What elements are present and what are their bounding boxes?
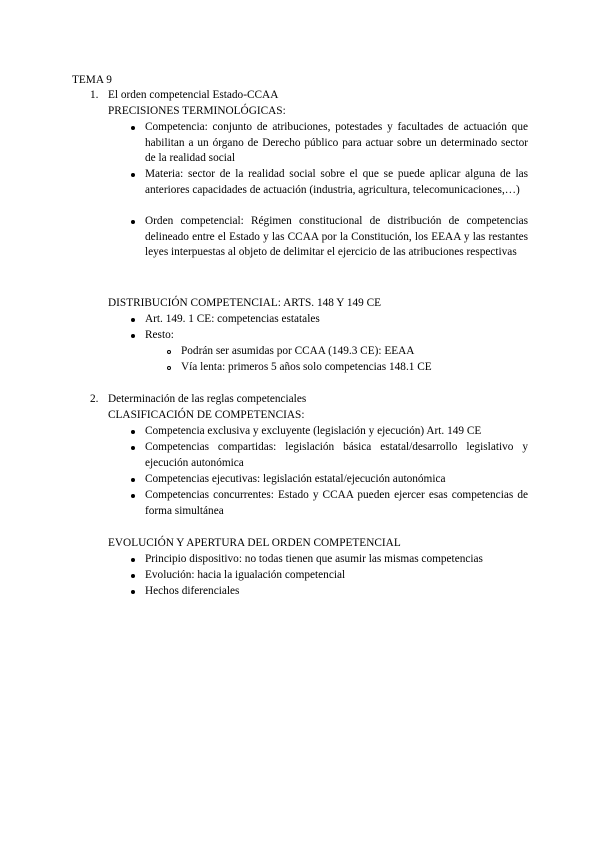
- bullet-icon: [131, 590, 135, 594]
- list-item-principio-dispositivo: Principio dispositivo: no todas tienen que asumir las mismas competencias: [145, 553, 483, 565]
- section-1-number: 1.: [90, 89, 99, 101]
- bullet-icon: [131, 494, 135, 498]
- bullet-icon: [131, 173, 135, 177]
- bullet-icon: [131, 574, 135, 578]
- list-item-orden-competencial: Orden competencial: Régimen constitucional de distribución de competencias delineado entre el Estado y las CCAA por la Constitución, los EEAA y las restantes leyes interpuestas al objeto de delimitar el ejercicio de las atribuciones respectivas: [145, 215, 528, 259]
- bullet-icon: [131, 126, 135, 130]
- list-item-hechos-diferenciales: Hechos diferenciales: [145, 585, 240, 597]
- list-item-art-149: Art. 149. 1 CE: competencias estatales: [145, 313, 320, 325]
- circle-bullet-icon: [167, 350, 171, 354]
- list-item-ejecutivas: Competencias ejecutivas: legislación estatal/ejecución autonómica: [145, 473, 446, 485]
- circle-bullet-icon: [167, 366, 171, 370]
- section-2-number: 2.: [90, 393, 99, 405]
- distribution-heading: DISTRIBUCIÓN COMPETENCIAL: ARTS. 148 Y 149 CE: [108, 297, 382, 309]
- document-title: TEMA 9: [72, 74, 112, 86]
- list-item-compartidas: Competencias compartidas: legislación básica estatal/desarrollo legislativo y ejecución autonómica: [145, 441, 528, 469]
- section-1-heading: El orden competencial Estado-CCAA: [108, 89, 279, 101]
- bullet-icon: [131, 334, 135, 338]
- list-item-resto: Resto:: [145, 329, 174, 341]
- bullet-icon: [131, 430, 135, 434]
- list-item-competencia: Competencia: conjunto de atribuciones, potestades y facultades de actuación que habilitan a un órgano de Derecho público para actuar sobre un determinado sector de la realidad social: [145, 121, 528, 165]
- bullet-icon: [131, 558, 135, 562]
- list-item-materia: Materia: sector de la realidad social sobre el que se puede aplicar alguna de las anteriores capacidades de actuación (industria, agricultura, telecomunicaciones,…): [145, 168, 528, 196]
- section-2-subheading: CLASIFICACIÓN DE COMPETENCIAS:: [108, 409, 305, 421]
- bullet-icon: [131, 446, 135, 450]
- list-item-evolucion: Evolución: hacia la igualación competencial: [145, 569, 346, 581]
- section-2-heading: Determinación de las reglas competenciales: [108, 393, 307, 405]
- bullet-icon: [131, 478, 135, 482]
- section-1-subheading: PRECISIONES TERMINOLÓGICAS:: [108, 105, 286, 117]
- list-item-exclusiva: Competencia exclusiva y excluyente (legislación y ejecución) Art. 149 CE: [145, 425, 482, 437]
- evolution-heading: EVOLUCIÓN Y APERTURA DEL ORDEN COMPETENCIAL: [108, 537, 401, 549]
- bullet-icon: [131, 318, 135, 322]
- list-item-concurrentes: Competencias concurrentes: Estado y CCAA pueden ejercer esas competencias de forma simultánea: [145, 489, 528, 517]
- bullet-icon: [131, 220, 135, 224]
- list-subitem-eeaa: Podrán ser asumidas por CCAA (149.3 CE): EEAA: [181, 345, 415, 357]
- list-subitem-via-lenta: Vía lenta: primeros 5 años solo competencias 148.1 CE: [181, 361, 432, 373]
